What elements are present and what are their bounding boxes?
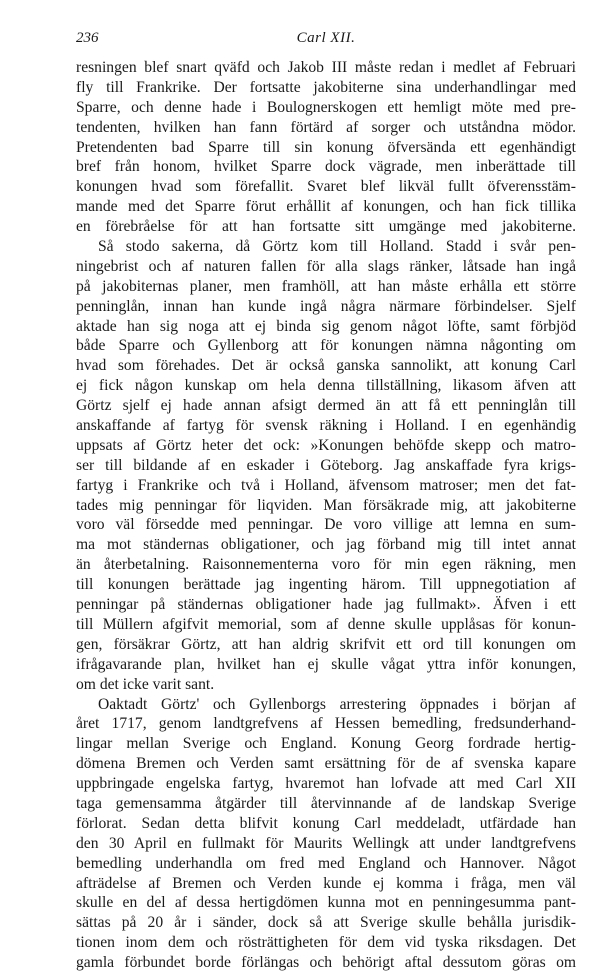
text-line: året 1717, genom landtgrefvens af Hessen bemedling, fredsunderhand- (76, 715, 576, 733)
text-line: Sparre, och denne hade i Boulognerskogen ett hemligt möte med pre- (76, 98, 576, 116)
text-line: aktade han sig noga att ej binda sig genom något löfte, samt förbjöd (76, 317, 576, 335)
text-line: förlorat. Sedan detta blifvit konung Carl meddeladt, utfärdade han (76, 814, 576, 832)
text-line: Oaktadt Görtz' och Gyllenborgs arrestering öppnades i början af (98, 695, 576, 713)
body-text (76, 58, 576, 973)
text-line: bref från honom, hvilket Sparre dock vägrade, men inberättade till (76, 158, 576, 176)
text-line: Görtz sjelf ej hade annan afsigt dermed än att få ett penninglån till (76, 397, 576, 415)
text-line: en förebråelse för att han fortsatte sitt umgänge med jakobiterne. (76, 218, 576, 236)
text-line: Pretendenten bad Sparre till sin konung öfversända ett egenhändigt (76, 138, 576, 156)
text-line: tendenten, hvilken han fann förtärd af sorger och utståndna mödor. (76, 118, 576, 136)
text-line: skulle en del af dessa hertigdömen kunna mot en penningesumma pant- (76, 894, 576, 912)
page-number: 236 (76, 30, 99, 46)
text-line: ma mot ständernas obligationer, och jag förband mig till intet annat (76, 536, 576, 554)
text-line: på jakobiternas planer, men framhöll, att han måste erhålla ett större (76, 277, 576, 295)
text-line: taga gemensamma åtgärder till återvinnande af de landskap Sverige (76, 794, 576, 812)
text-line: till konungen berättade jag ingenting härom. Till uppnegotiation af (76, 576, 576, 594)
running-head (76, 30, 576, 50)
text-line: än återbetalning. Raisonnementerna voro för min egen räkning, men (76, 556, 576, 574)
text-line: afträdelse af Bremen och Verden kunde ej komma i fråga, men väl (76, 874, 576, 892)
text-line: ningebrist och af naturen fallen för alla slags ränker, låtsade han ingå (76, 257, 576, 275)
text-line: ser till bildande af en eskader i Göteborg. Jag anskaffade fyra krigs- (76, 456, 576, 474)
text-line: den 30 April en fullmakt för Maurits Wellingk att under landtgrefvens (76, 834, 576, 852)
text-line: voro väl försedde med penningar. De voro villige att lemna en sum- (76, 516, 576, 534)
text-line: penninglån, innan han kunde ingå några närmare förbindelser. Sjelf (76, 297, 576, 315)
text-line: gen, försäkrar Görtz, att han aldrig skrifvit ett ord till konungen om (76, 635, 576, 653)
text-line: både Sparre och Gyllenborg att för konungen nämna någonting om (76, 337, 576, 355)
text-line: konungen hvad som förefallit. Svaret blef likväl fullt öfverensstäm- (76, 178, 576, 196)
text-line: fartyg i Frankrike och två i Holland, äfvensom matroser; men det fat- (76, 476, 576, 494)
text-line: anskaffande af fartyg för svensk räkning i Holland. I en egenhändig (76, 417, 576, 435)
text-line: hvad som förehades. Det är också ganska sannolikt, att konung Carl (76, 357, 576, 375)
text-line: resningen blef snart qväfd och Jakob III måste redan i medlet af Februari (76, 59, 576, 76)
text-line: lingar mellan Sverige och England. Konung Georg fordrade hertig- (76, 735, 576, 753)
text-line: mande med det Sparre förut erhållit af konungen, och han fick tillika (76, 198, 576, 216)
text-line: Så stodo sakerna, då Görtz kom till Holland. Stadd i svår pen- (98, 238, 576, 256)
text-line: uppbringade engelska fartyg, hvaremot han lofvade att med Carl XII (76, 775, 576, 793)
text-line: penningar på ständernas obligationer hade jag fullmakt». Äfven i ett (76, 596, 576, 614)
text-line: sättas på 20 år i sänder, dock så att Sverige skulle behålla jurisdik- (76, 914, 576, 932)
text-line: gamla förbundet borde förlängas och behörigt aftal dessutom göras om (76, 954, 576, 972)
text-line: uppsats af Görtz heter det ock: »Konungen behöfde skepp och matro- (76, 436, 576, 454)
text-line: dömena Bremen och Verden samt ersättning för de af svenska kapare (76, 755, 576, 773)
text-line: bemedling underhandla om fred med England och Hannover. Något (76, 854, 576, 872)
text-line: tades mig penningar för liqviden. Man försäkrade mig, att jakobiterne (76, 496, 576, 514)
text-line: om det icke varit sant. (76, 675, 215, 693)
text-line: fly till Frankrike. Der fortsatte jakobiterne sina underhandlingar med (76, 78, 576, 96)
text-line: tionen inom dem och rösträttigheten för dem vid tyska riksdagen. Det (76, 934, 576, 952)
running-title: Carl XII. (296, 30, 356, 46)
text-line: ifrågavarande plan, hvilket han ej skulle vågat yttra inför konungen, (76, 655, 576, 673)
text-line: till Müllern afgifvit memorial, som af denne skulle upplåsas för konun- (76, 615, 576, 633)
text-line: ej fick någon kunskap om hela denna tillställning, likasom äfven att (76, 377, 576, 395)
